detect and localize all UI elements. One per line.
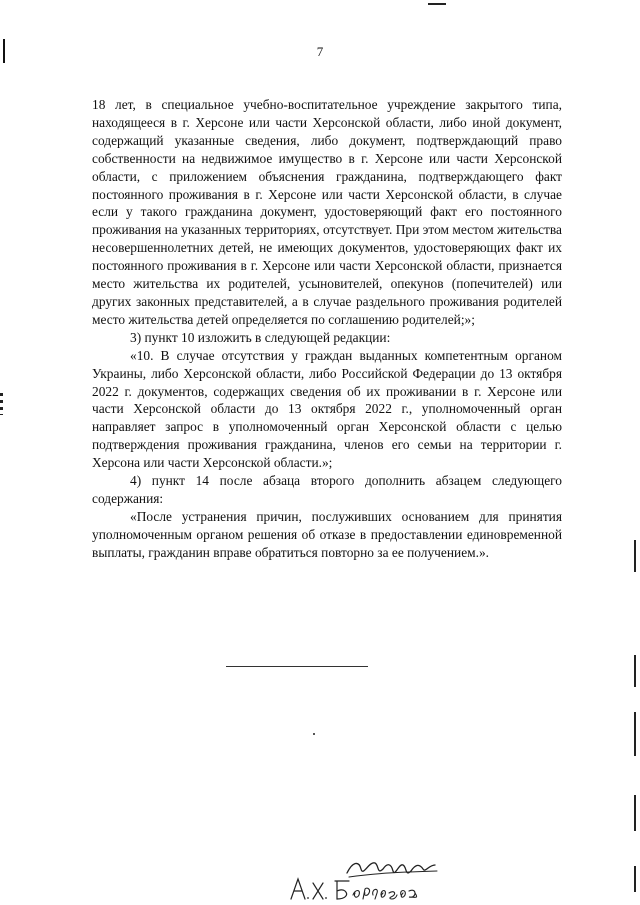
body-paragraph: 4) пункт 14 после абзаца второго дополнить абзацем следующего содержания: [92,473,562,506]
body-paragraph: «10. В случае отсутствия у граждан выданных компетентным органом Украины, либо Херсонской области, либо Российской Федерации до 13 октября 2022 г. документов, содержащих сведения об их проживании в г. Херсоне или части Херсонской области до 13 октября 2022 г., уполномоченный орган направляет запрос в уполномоченный орган Херсонской области с целью подтверждения проживания гражданина, членов его семьи на территории г. Херсона или части Херсонской области.»; [92,347,562,471]
scan-mark-left-dots [0,393,3,415]
body-paragraph: 3) пункт 10 изложить в следующей редакции: [130,329,391,345]
page-number: 7 [316,44,324,59]
scan-mark-top [428,3,446,5]
signature [285,855,445,903]
scan-speck [313,733,315,735]
scan-mark-right-3 [634,712,636,756]
scan-mark-right-5 [634,866,636,892]
body-paragraph: «После устранения причин, послуживших основанием для принятия уполномоченным органом решения об отказе в предоставлении единовременной выплаты, гражданин вправе обратиться повторно за ее получением.». [92,508,562,560]
body-paragraph: 18 лет, в специальное учебно-воспитательное учреждение закрытого типа, находящееся в г. Херсоне или части Херсонской области, либо иной документ, содержащий указанные сведения, либо документ, подтверждающий право собственности на недвижимое имущество в г. Херсоне или части Херсонской области, с приложением объяснения гражданина, подтверждающего факт постоянного проживания в г. Херсоне или части Херсонской области, в случае если у такого гражданина документ, удостоверяющий факт его постоянного проживания на указанных территориях, отсутствует. При этом местом жительства несовершеннолетних детей, не имеющих документов, удостоверяющих факт их постоянного проживания в г. Херсоне или части Херсонской области, признается место жительства их родителей, усыновителей, опекунов (попечителей) или других законных представителей, а в случае раздельного проживания родителей место жительства детей определяется по соглашению родителей;»; [92,97,562,327]
document-body [92,96,562,562]
scan-mark-right-2 [634,655,636,687]
scan-mark-right-1 [634,540,636,572]
separator-line [226,666,368,667]
scan-mark-right-4 [634,795,636,831]
